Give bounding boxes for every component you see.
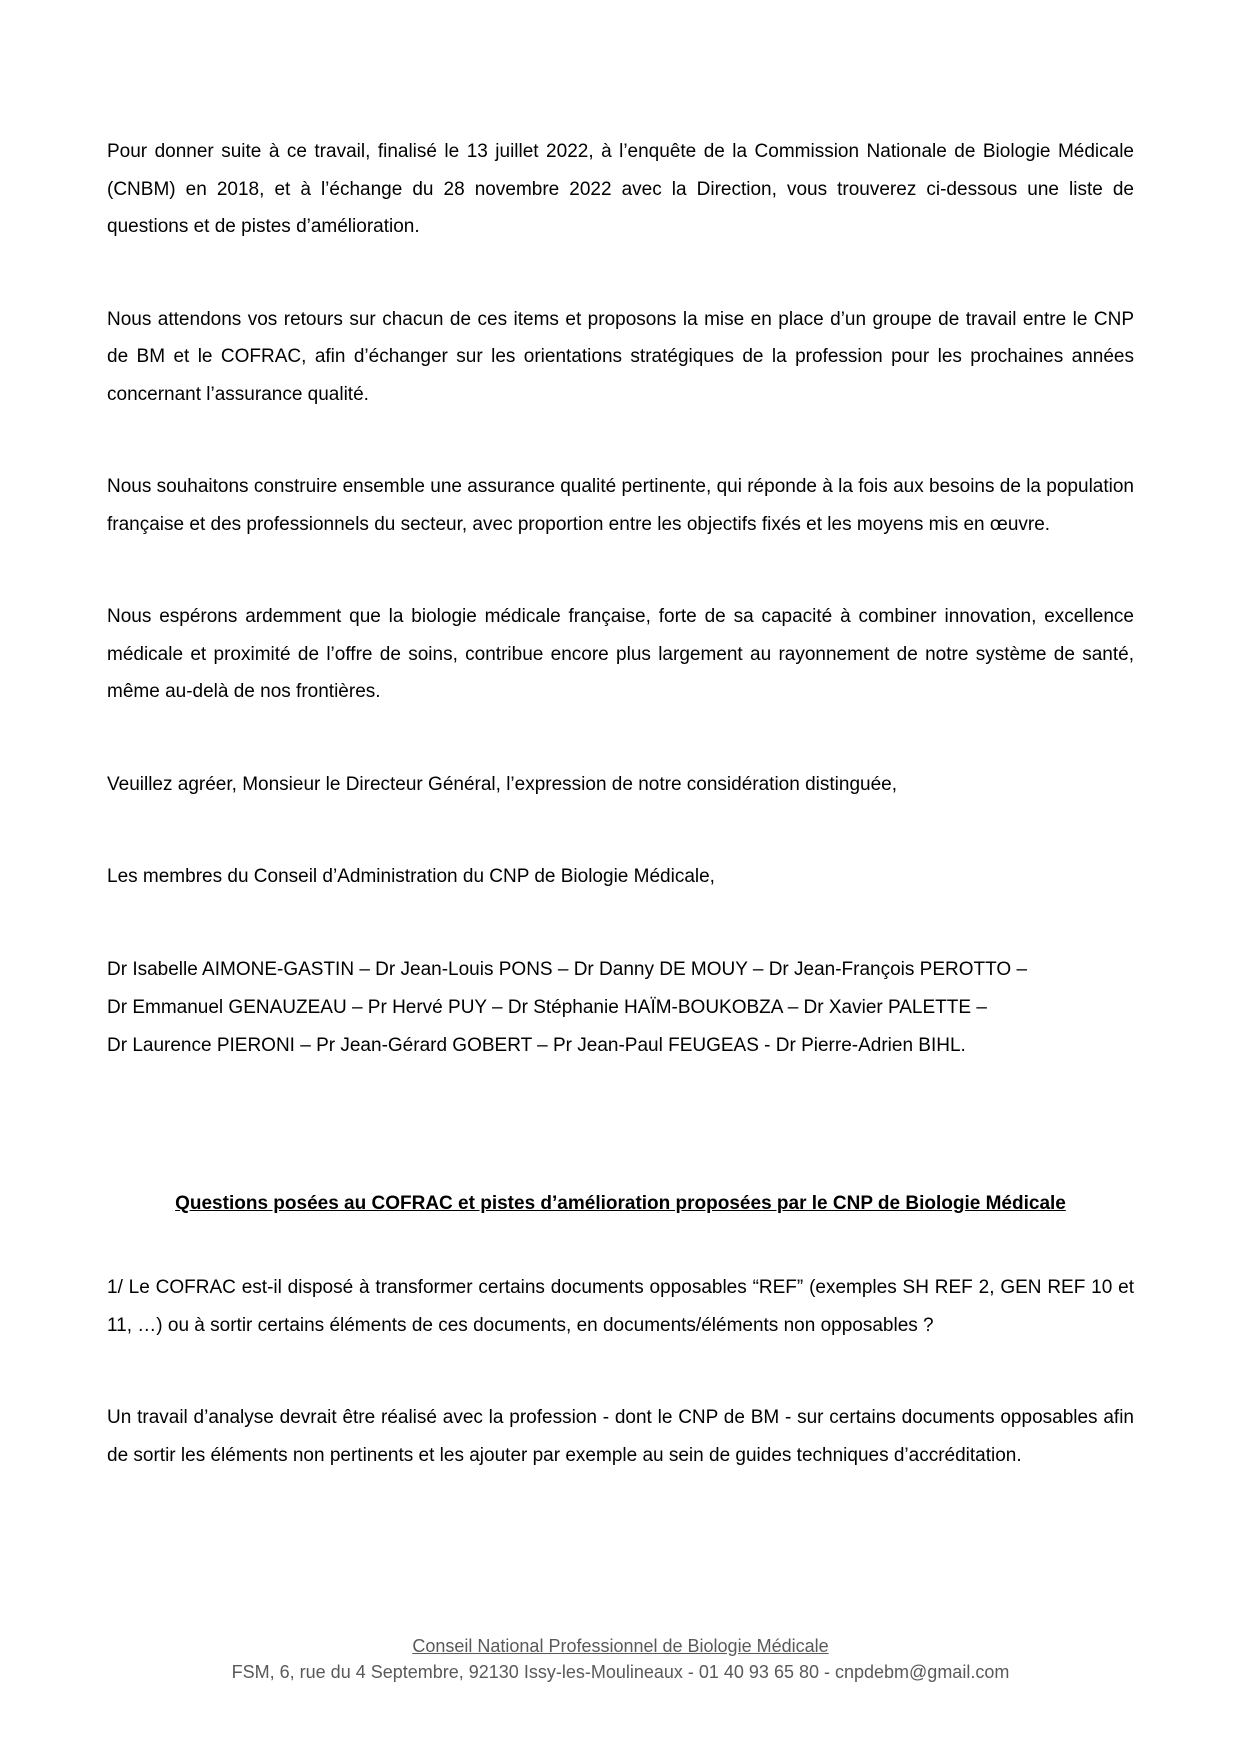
answer-1: Un travail d’analyse devrait être réalisé avec la profession - dont le CNP de BM - sur certains documents opposables afin de sortir les éléments non pertinents et les ajouter par exemple au sein de guides techniques d’accréditation. xyxy=(107,1407,1134,1466)
paragraph-retours-groupe-travail: Nous attendons vos retours sur chacun de ces items et proposons la mise en place d’un groupe de travail entre le CNP de BM et le COFRAC, afin d’échanger sur les orientations stratégiques de la profession pour les prochaines années concernant l’assurance qualité. xyxy=(107,308,1134,405)
signatories-list xyxy=(107,951,1134,1065)
paragraph-assurance-qualite: Nous souhaitons construire ensemble une assurance qualité pertinente, qui réponde à la fois aux besoins de la population française et des professionnels du secteur, avec proportion entre les objectifs fixés et les moyens mis en œuvre. xyxy=(107,476,1134,535)
page-footer xyxy=(0,1633,1241,1685)
signatories-intro: Les membres du Conseil d’Administration du CNP de Biologie Médicale, xyxy=(107,866,715,887)
signatory-line-1: Dr Isabelle AIMONE-GASTIN – Dr Jean-Louis PONS – Dr Danny DE MOUY – Dr Jean-François PEROTTO – xyxy=(107,958,1028,980)
closing-formula: Veuillez agréer, Monsieur le Directeur Général, l’expression de notre considération distinguée, xyxy=(107,773,897,795)
paragraph-rayonnement: Nous espérons ardemment que la biologie médicale française, forte de sa capacité à combiner innovation, excellence médicale et proximité de l’offre de soins, contribue encore plus largement au rayonnement de notre système de santé, même au-delà de nos frontières. xyxy=(107,606,1134,702)
signatory-line-3: Dr Laurence PIERONI – Pr Jean-Gérard GOBERT – Pr Jean-Paul FEUGEAS - Dr Pierre-Adrien BIHL. xyxy=(107,1034,966,1056)
letter-body xyxy=(107,0,1134,1529)
question-1: 1/ Le COFRAC est-il disposé à transformer certains documents opposables “REF” (exemples SH REF 2, GEN REF 10 et 11, …) ou à sortir certains éléments de ces documents, en documents/éléments non opposables ? xyxy=(107,1277,1134,1336)
footer-address: FSM, 6, rue du 4 Septembre, 92130 Issy-les-Moulineaux - 01 40 93 65 80 - cnpdebm@gmail.com xyxy=(231,1662,1010,1682)
paragraph-intro: Pour donner suite à ce travail, finalisé le 13 juillet 2022, à l’enquête de la Commission Nationale de Biologie Médicale (CNBM) en 2018, et à l’échange du 28 novembre 2022 avec la Direction, vous trouverez ci-dessous une liste de questions et de pistes d’amélioration. xyxy=(107,141,1134,237)
section-heading: Questions posées au COFRAC et pistes d’amélioration proposées par le CNP de Biologie Médicale xyxy=(175,1192,1066,1214)
footer-org-name: Conseil National Professionnel de Biologie Médicale xyxy=(412,1636,829,1656)
signatory-line-2: Dr Emmanuel GENAUZEAU – Pr Hervé PUY – Dr Stéphanie HAÏM-BOUKOBZA – Dr Xavier PALETTE – xyxy=(107,996,987,1018)
